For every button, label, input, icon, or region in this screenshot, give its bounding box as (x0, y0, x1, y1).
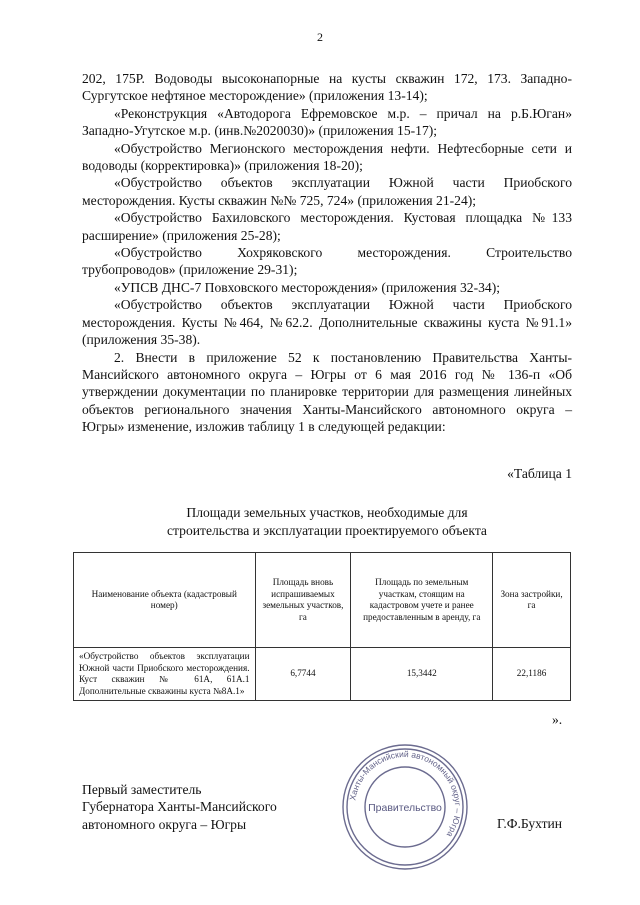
paragraph: «Обустройство Мегионского месторождения нефти. Нефтесборные сети и водоводы (корректировка)» (приложения 18-20); (82, 140, 572, 174)
signer-title-line: Первый заместитель (82, 782, 202, 797)
table-label: «Таблица 1 (507, 466, 572, 481)
cell-new-area: 6,7744 (255, 648, 351, 701)
header-leased-area: Площадь по земельным участкам, стоящим на кадастровом учете и ранее предоставленным в аренду, га (351, 553, 493, 648)
paragraph: «УПСВ ДНС-7 Повховского месторождения» (приложения 32-34); (114, 279, 501, 295)
paragraph: «Реконструкция «Автодорога Ефремовское м.р. – причал на р.Б.Юган» Западно-Угутское м.р. (инв.№2020030)» (приложения 15-17); (82, 105, 572, 139)
header-new-area: Площадь вновь испрашиваемых земельных участков, га (255, 553, 351, 648)
cell-leased-area: 15,3442 (351, 648, 493, 701)
official-seal (340, 742, 470, 872)
table-row (74, 648, 571, 701)
table-title-line: Площади земельных участков, необходимые для (186, 505, 468, 520)
seal-ring-text: Ханты-Мансийский автономный округ – Югра (347, 748, 464, 840)
cell-object-name: «Обустройство объектов эксплуатации Южной части Приобского месторождения. Куст скважин № 61А, 61А.1 Дополнительные скважины куста №8А.1» (74, 648, 256, 701)
page-number: 2 (317, 30, 323, 44)
seal-center-text: Правительство (368, 802, 442, 814)
body-text (82, 70, 572, 436)
signer-title-line: автономного округа – Югры (82, 816, 247, 832)
closing-quote: ». (552, 712, 563, 727)
signer-title (82, 781, 277, 833)
table-title-line: строительства и эксплуатации проектируемого объекта (167, 523, 487, 538)
paragraph: «Обустройство Бахиловского месторождения. Кустовая площадка №133 расширение» (приложения 25-28); (82, 210, 572, 243)
signer-title-line: Губернатора Ханты-Мансийского (82, 799, 277, 815)
header-object-name: Наименование объекта (кадастровый номер) (74, 553, 256, 648)
table-header-row (74, 553, 571, 648)
land-area-table (73, 552, 571, 701)
paragraph: 202, 175Р. Водоводы высоконапорные на кусты скважин 172, 173. Западно-Сургутское нефтяное месторождение» (приложения 13-14); (82, 71, 572, 104)
paragraph: «Обустройство объектов эксплуатации Южной части Приобского месторождения. Кусты скважин №№ 725, 724» (приложения 21-24); (82, 175, 572, 208)
signer-name: Г.Ф.Бухтин (497, 816, 563, 831)
table-title (82, 504, 572, 540)
header-zone: Зона застройки, га (493, 553, 571, 648)
paragraph: «Обустройство объектов эксплуатации Южной части Приобского месторождения. Кусты №464, №62.2. Дополнительные скважины куста №91.1» (приложения 35-38). (82, 297, 572, 348)
paragraph: «Обустройство Хохряковского месторождения. Строительство трубопроводов» (приложение 29-31); (82, 245, 572, 278)
paragraph: 2. Внести в приложение 52 к постановлению Правительства Ханты-Мансийского автономного округа – Югры от 6 мая 2016 год № 136-п «Об утверждении документации по планировке территории для размещения линейных объектов регионального значения Ханты-Мансийского автономного округа – Югры» изменение, изложив таблицу 1 в следующей редакции: (82, 349, 572, 435)
cell-zone: 22,1186 (493, 648, 571, 701)
